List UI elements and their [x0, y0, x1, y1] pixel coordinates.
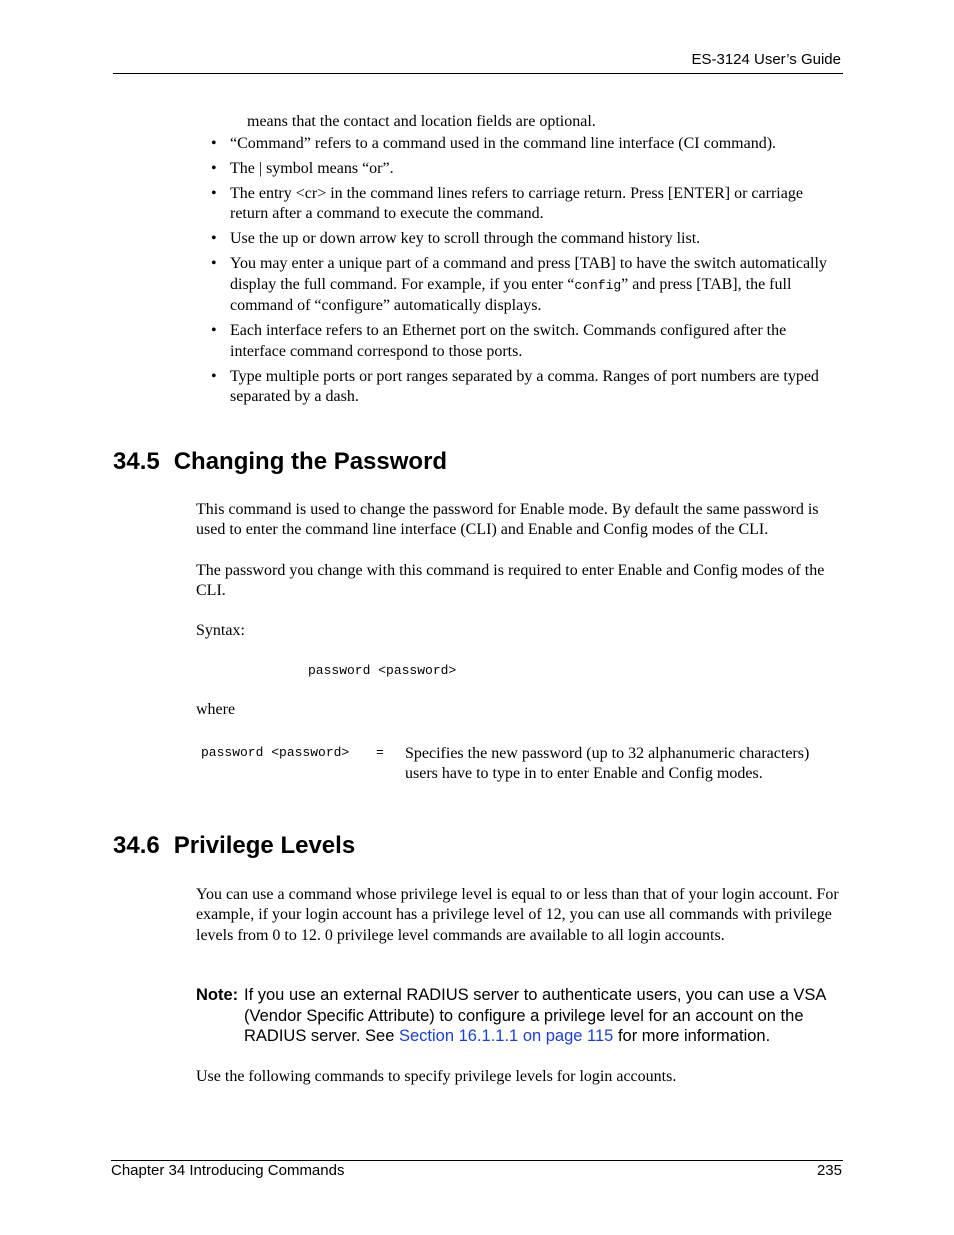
section-title: Privilege Levels — [173, 832, 356, 859]
bullet-marker: • — [211, 322, 217, 340]
list-item — [211, 229, 843, 249]
list-item-text: Use the up or down arrow key to scroll through the command history list. — [230, 230, 701, 248]
running-header-title: ES-3124 User’s Guide — [691, 51, 841, 68]
conventions-bullet-list — [211, 134, 843, 412]
where-label: where — [196, 701, 236, 718]
bullet-marker: • — [211, 230, 217, 248]
inline-code: config — [574, 277, 622, 293]
privilege-paragraph-2: Use the following commands to specify privilege levels for login accounts. — [196, 1068, 677, 1085]
definition-equals: = — [376, 745, 384, 760]
list-item-text: The entry <cr> in the command lines refers to carriage return. Press [ENTER] or carriage return after a command to execute the command. — [230, 185, 803, 223]
header-divider — [113, 73, 843, 74]
footer-divider — [111, 1160, 843, 1161]
cross-reference-link[interactable]: Section 16.1.1.1 on page 115 — [398, 1027, 614, 1045]
bullet-marker: • — [211, 185, 217, 202]
list-item-text-after: ” and press [TAB], the full command of “configure” automatically displays. — [230, 275, 792, 315]
continued-bullet-text: means that the contact and location fields are optional. — [247, 113, 596, 130]
list-item — [211, 321, 843, 362]
section-number: 34.6 — [113, 832, 160, 859]
note-block — [196, 985, 844, 1047]
note-label: Note: — [196, 986, 239, 1004]
list-item — [211, 254, 843, 316]
note-body — [244, 985, 844, 1047]
list-item-text: “Command” refers to a command used in the command line interface (CI command). — [230, 135, 777, 152]
password-paragraph-2: The password you change with this command is required to enter Enable and Config modes of the CLI. — [196, 562, 825, 600]
syntax-code: password <password> — [308, 663, 457, 678]
note-text-before: If you use an external RADIUS server to authenticate users, you can use a VSA (Vendor Specific Attribute) to configure a privilege level for an account on the RADIUS server. See — [244, 986, 826, 1045]
syntax-label: Syntax: — [196, 622, 245, 639]
password-paragraph-1: This command is used to change the password for Enable mode. By default the same password is used to enter the command line interface (CLI) and Enable and Config modes of the CLI. — [196, 501, 819, 539]
list-item-text: The | symbol means “or”. — [230, 160, 394, 177]
page-number: 235 — [816, 1162, 842, 1179]
section-heading-password — [113, 448, 447, 476]
definition-term: password <password> — [201, 745, 350, 760]
list-item-text: Each interface refers to an Ethernet port on the switch. Commands configured after the interface command correspond to those ports. — [230, 322, 787, 360]
list-item — [211, 367, 843, 408]
bullet-marker: • — [211, 367, 217, 385]
privilege-paragraph-1: You can use a command whose privilege level is equal to or less than that of your login account. For example, if your login account has a privilege level of 12, you can use all commands with privilege levels from 0 to 12. 0 privilege level commands are available to all login accounts. — [196, 886, 839, 944]
footer-chapter: Chapter 34 Introducing Commands — [111, 1162, 345, 1179]
list-item — [211, 134, 843, 154]
bullet-marker: • — [211, 135, 217, 152]
section-title: Changing the Password — [173, 448, 448, 475]
section-number: 34.5 — [113, 448, 160, 475]
list-item — [211, 184, 843, 225]
list-item-text: Type multiple ports or port ranges separated by a comma. Ranges of port numbers are typed separated by a dash. — [230, 367, 819, 406]
definition-description: Specifies the new password (up to 32 alphanumeric characters) users have to type in to enter Enable and Config modes. — [405, 745, 810, 783]
list-item — [211, 159, 843, 179]
note-text-after: for more information. — [613, 1027, 771, 1045]
bullet-marker: • — [211, 160, 217, 177]
bullet-marker: • — [211, 255, 217, 273]
list-item-text-before: You may enter a unique part of a command and press [TAB] to have the switch automatically display the full command. For example, if you enter “ — [230, 255, 827, 293]
section-heading-privilege — [113, 832, 355, 860]
